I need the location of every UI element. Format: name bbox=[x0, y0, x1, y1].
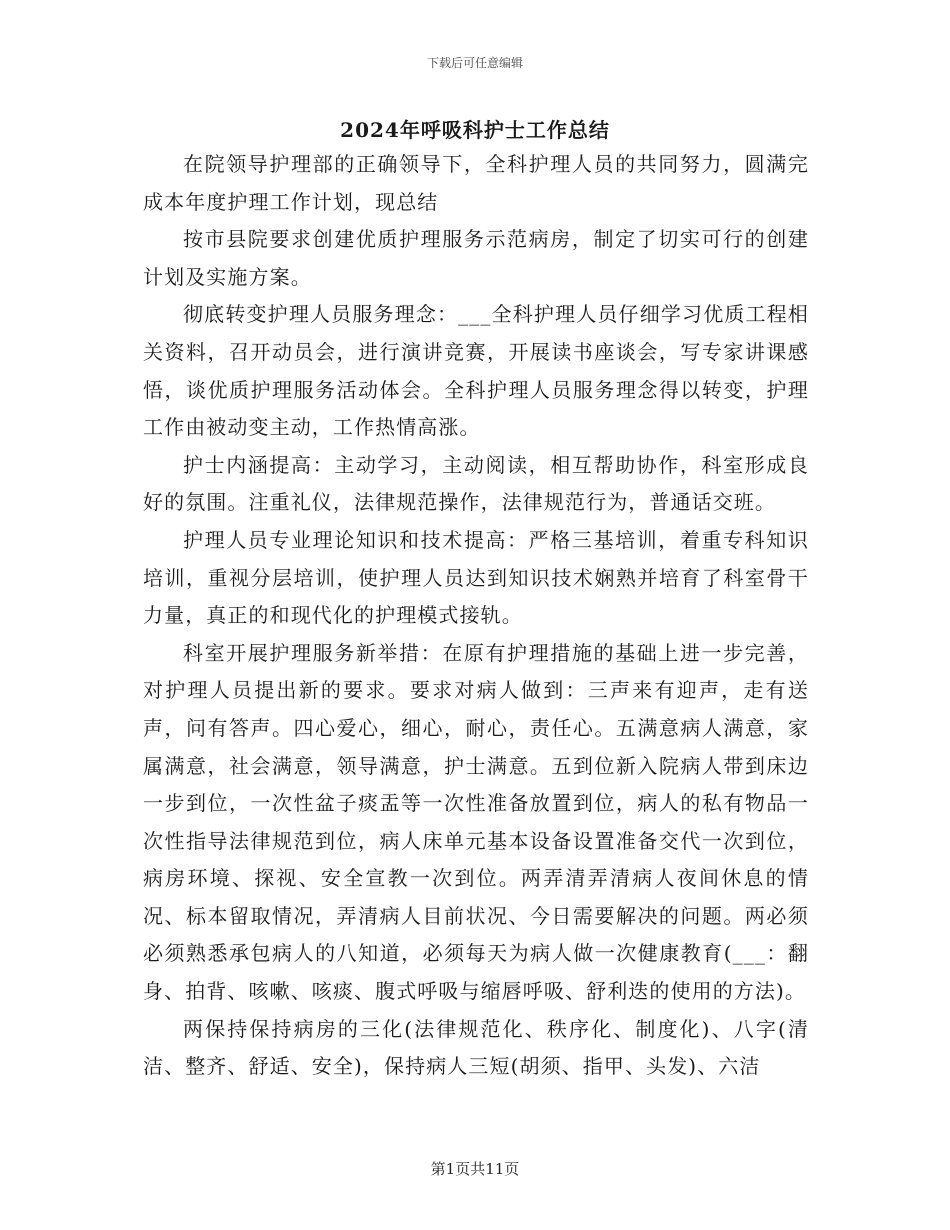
paragraph: 按市县院要求创建优质护理服务示范病房，制定了切实可行的创建计划及实施方案。 bbox=[143, 227, 809, 289]
paragraph: 彻底转变护理人员服务理念：___全科护理人员仔细学习优质工程相关资料，召开动员会，进行演讲竞赛，开展读书座谈会，写专家讲课感悟，谈优质护理服务活动体会。全科护理人员服务理念得以转变，护理工作由被动变主动，工作热情高涨。 bbox=[143, 302, 809, 440]
document-body bbox=[143, 146, 809, 1086]
paragraph: 护士内涵提高：主动学习，主动阅读，相互帮助协作，科室形成良好的氛围。注重礼仪，法律规范操作，法律规范行为，普通话交班。 bbox=[143, 452, 809, 515]
paragraph: 在院领导护理部的正确领导下，全科护理人员的共同努力，圆满完成本年度护理工作计划，现总结 bbox=[143, 152, 809, 214]
header-note: 下载后可任意编辑 bbox=[426, 56, 523, 70]
paragraph: 护理人员专业理论知识和技术提高：严格三基培训，着重专科知识培训，重视分层培训，使护理人员达到知识技术娴熟并培育了科室骨干力量，真正的和现代化的护理模式接轨。 bbox=[143, 527, 809, 628]
document-title: 2024年呼吸科护士工作总结 bbox=[340, 118, 610, 142]
page-number: 第1页共11页 bbox=[430, 1160, 520, 1178]
paragraph: 科室开展护理服务新举措：在原有护理措施的基础上进一步完善，对护理人员提出新的要求。要求对病人做到：三声来有迎声，走有送声，问有答声。四心爱心，细心，耐心，责任心。五满意病人满意，家属满意，社会满意，领导满意，护士满意。五到位新入院病人带到床边一步到位，一次性盆子痰盂等一次性准备放置到位，病人的私有物品一次性指导法律规范到位，病人床单元基本设备设置准备交代一次到位，病房环境、探视、安全宣教一次到位。两弄清弄清病人夜间休息的情况、标本留取情况，弄清病人目前状况、今日需要解决的问题。两必须必须熟悉承包病人的八知道，必须每天为病人做一次健康教育(___：翻身、拍背、咳嗽、咳痰、腹式呼吸与缩唇呼吸、舒利迭的使用的方法)。 bbox=[143, 640, 809, 1004]
paragraph: 两保持保持病房的三化(法律规范化、秩序化、制度化)、八字(清洁、整齐、舒适、安全)，保持病人三短(胡须、指甲、头发)、六洁 bbox=[143, 1016, 809, 1079]
